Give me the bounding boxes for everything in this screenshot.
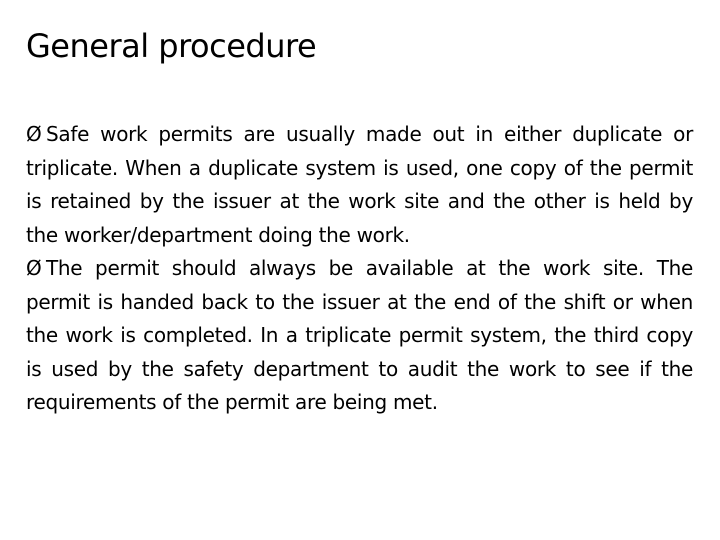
slide-title: General procedure bbox=[26, 27, 317, 65]
bullet-item-permit-availability bbox=[26, 252, 693, 420]
arrow-bullet-icon: Ø bbox=[26, 256, 42, 280]
bullet-text: The permit should always be available at the work site. The permit is handed back to the issuer at the end of the shift or when the work is completed. In a triplicate permit system, the third copy is used by the safety department to audit the work to see if the requirements of the permit are being met. bbox=[26, 256, 693, 414]
bullet-item-duplicate-system bbox=[26, 118, 693, 252]
arrow-bullet-icon: Ø bbox=[26, 122, 42, 146]
slide-body bbox=[26, 118, 693, 420]
bullet-text: Safe work permits are usually made out in either duplicate or triplicate. When a duplicate system is used, one copy of the permit is retained by the issuer at the work site and the other is held by the worker/department doing the work. bbox=[26, 122, 693, 247]
